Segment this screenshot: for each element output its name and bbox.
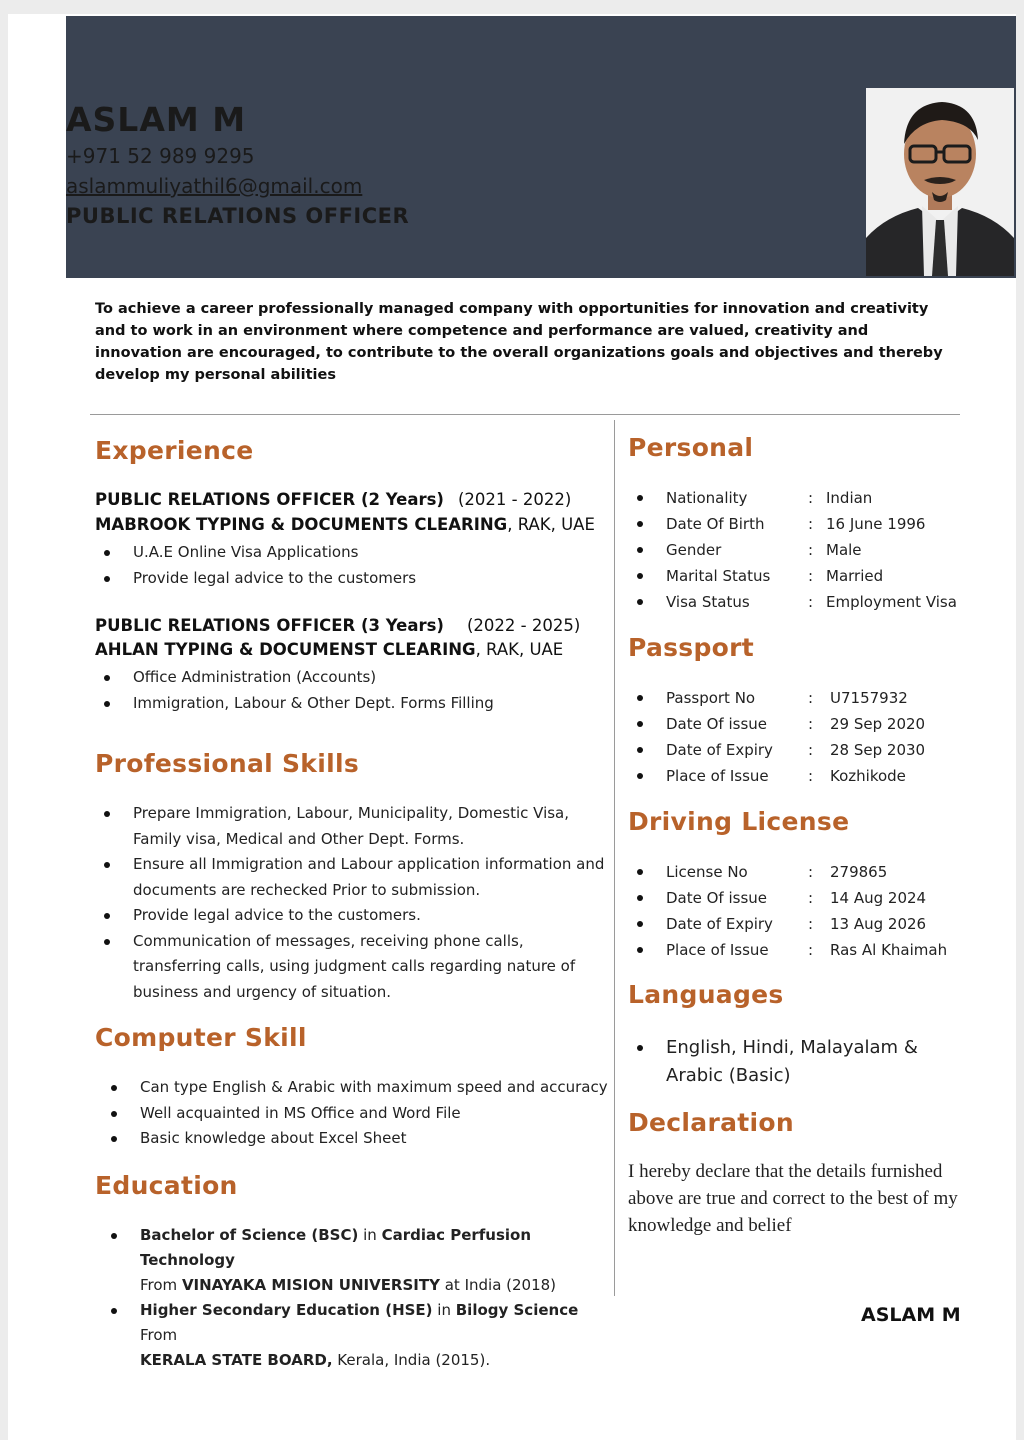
personal-row (628, 485, 968, 511)
field-label: Date of Expiry (666, 741, 773, 759)
field-label: Date of Expiry (666, 915, 773, 933)
field-value: 14 Aug 2024 (830, 889, 927, 907)
field-label: Place of Issue (666, 941, 769, 959)
field-separator: : (808, 515, 814, 533)
list-item: English, Hindi, Malayalam & Arabic (Basic) (628, 1034, 948, 1090)
list-item: Communication of messages, receiving phone calls, transferring calls, using judgment calls regarding nature of business and urgency of situation. (95, 929, 605, 1006)
passport-row (628, 685, 968, 711)
personal-heading: Personal (628, 433, 754, 462)
field-separator: : (808, 915, 814, 933)
education-degree: Bachelor of Science (BSC) (140, 1226, 359, 1244)
profile-photo-image (866, 88, 1014, 276)
job-2-role: PUBLIC RELATIONS OFFICER (3 Years) (95, 616, 444, 635)
job-2-company-line (95, 640, 563, 659)
personal-row (628, 511, 968, 537)
driving-license-heading: Driving License (628, 807, 850, 836)
field-value: 28 Sep 2030 (830, 741, 926, 759)
passport-row (628, 737, 968, 763)
passport-row (628, 711, 968, 737)
field-value: Kozhikode (830, 767, 906, 785)
list-item: Ensure all Immigration and Labour application information and documents are rechecked Prior to submission. (95, 852, 605, 903)
education-connector: in (358, 1226, 382, 1244)
education-list (102, 1223, 602, 1373)
field-label: License No (666, 863, 748, 881)
education-detail: at India (2018) (439, 1276, 557, 1294)
personal-row (628, 563, 968, 589)
experience-heading: Experience (95, 436, 254, 465)
declaration-text: I hereby declare that the details furnished above are true and correct to the best of my knowledge and belief (628, 1161, 958, 1236)
field-separator: : (808, 889, 814, 907)
education-heading: Education (95, 1171, 238, 1200)
job-2-company: AHLAN TYPING & DOCUMENST CLEARING (95, 640, 476, 659)
passport-row (628, 763, 968, 789)
job-2-duties (95, 665, 595, 716)
education-item (102, 1223, 602, 1298)
field-value: 279865 (830, 863, 888, 881)
email-address[interactable] (66, 174, 952, 198)
field-separator: : (808, 941, 814, 959)
field-separator: : (808, 541, 814, 559)
field-label: Date Of issue (666, 715, 768, 733)
job-1-company-line (95, 515, 595, 534)
job-title: PUBLIC RELATIONS OFFICER (66, 204, 410, 228)
list-item: Well acquainted in MS Office and Word File (102, 1101, 612, 1127)
education-item (102, 1298, 602, 1373)
field-separator: : (808, 567, 814, 585)
field-label: Nationality (666, 489, 748, 507)
passport-heading: Passport (628, 633, 755, 662)
field-value: Ras Al Khaimah (830, 941, 948, 959)
list-item: Prepare Immigration, Labour, Municipality, Domestic Visa, Family visa, Medical and Other Dept. Forms. (95, 801, 605, 852)
field-separator: : (808, 741, 814, 759)
education-institution: KERALA STATE BOARD, (140, 1351, 333, 1369)
field-value: Indian (826, 489, 873, 507)
field-separator: : (808, 767, 814, 785)
field-separator: : (808, 689, 814, 707)
job-1-location: , RAK, UAE (507, 515, 595, 534)
job-1-duties (95, 540, 595, 591)
field-label: Date Of issue (666, 889, 768, 907)
divider-vertical (614, 420, 615, 1296)
computer-skill-heading: Computer Skill (95, 1023, 307, 1052)
job-2-period: (2022 - 2025) (467, 616, 581, 635)
education-institution: VINAYAKA MISION UNIVERSITY (181, 1276, 440, 1294)
job-2-location: , RAK, UAE (475, 640, 564, 659)
professional-skills-heading: Professional Skills (95, 749, 360, 778)
license-row (628, 911, 968, 937)
list-item: Provide legal advice to the customers. (95, 903, 605, 929)
email-link[interactable]: aslammuliyathil6@gmail.com (66, 174, 363, 198)
field-value: 13 Aug 2026 (830, 915, 927, 933)
candidate-name: ASLAM M (66, 100, 247, 139)
field-value: Male (826, 541, 862, 559)
languages-heading: Languages (628, 980, 784, 1009)
field-value: Employment Visa (826, 593, 957, 611)
personal-row (628, 589, 968, 615)
job-1-period: (2021 - 2022) (458, 490, 572, 509)
job-1-role: PUBLIC RELATIONS OFFICER (2 Years) (95, 490, 444, 509)
education-field: Cardiac Perfusion Technology (140, 1226, 532, 1269)
list-item: Can type English & Arabic with maximum speed and accuracy (102, 1075, 612, 1101)
education-connector: in (432, 1301, 456, 1319)
field-separator: : (808, 863, 814, 881)
education-detail: Kerala, India (2015). (332, 1351, 491, 1369)
field-label: Place of Issue (666, 767, 769, 785)
field-separator: : (808, 489, 814, 507)
field-label: Gender (666, 541, 722, 559)
license-row (628, 859, 968, 885)
passport-details (628, 685, 968, 789)
job-1-company: MABROOK TYPING & DOCUMENTS CLEARING (95, 515, 508, 534)
divider-horizontal (90, 414, 960, 415)
education-connector: From (140, 1276, 182, 1294)
education-degree: Higher Secondary Education (HSE) (140, 1301, 433, 1319)
profile-photo (866, 88, 1014, 276)
list-item: Immigration, Labour & Other Dept. Forms Filling (95, 691, 595, 717)
field-value: 29 Sep 2020 (830, 715, 926, 733)
field-separator: : (808, 593, 814, 611)
license-row (628, 937, 968, 963)
list-item: U.A.E Online Visa Applications (95, 540, 595, 566)
field-value: Married (826, 567, 884, 585)
career-objective: To achieve a career professionally managed company with opportunities for innovation and creativity and to work in an environment where competence and performance are valued, creativity and innovation are encouraged, to contribute to the overall organizations goals and objectives and thereby develop my personal abilities (95, 301, 943, 383)
list-item: Provide legal advice to the customers (95, 566, 595, 592)
field-label: Passport No (666, 689, 756, 707)
phone-number: +971 52 989 9295 (66, 144, 255, 168)
field-value: U7157932 (830, 689, 908, 707)
field-label: Marital Status (666, 567, 771, 585)
declaration-heading: Declaration (628, 1108, 794, 1137)
field-value: 16 June 1996 (826, 515, 926, 533)
driving-license-details (628, 859, 968, 963)
personal-details (628, 485, 968, 615)
professional-skills-list (95, 801, 605, 1005)
list-item: Basic knowledge about Excel Sheet (102, 1126, 612, 1152)
signature-name: ASLAM M (861, 1304, 961, 1326)
languages-list (628, 1034, 948, 1090)
list-item: Office Administration (Accounts) (95, 665, 595, 691)
computer-skill-list (102, 1075, 612, 1152)
field-label: Visa Status (666, 593, 750, 611)
field-separator: : (808, 715, 814, 733)
license-row (628, 885, 968, 911)
education-field: Bilogy Science (455, 1301, 579, 1319)
personal-row (628, 537, 968, 563)
field-label: Date Of Birth (666, 515, 765, 533)
education-connector: From (140, 1326, 178, 1344)
